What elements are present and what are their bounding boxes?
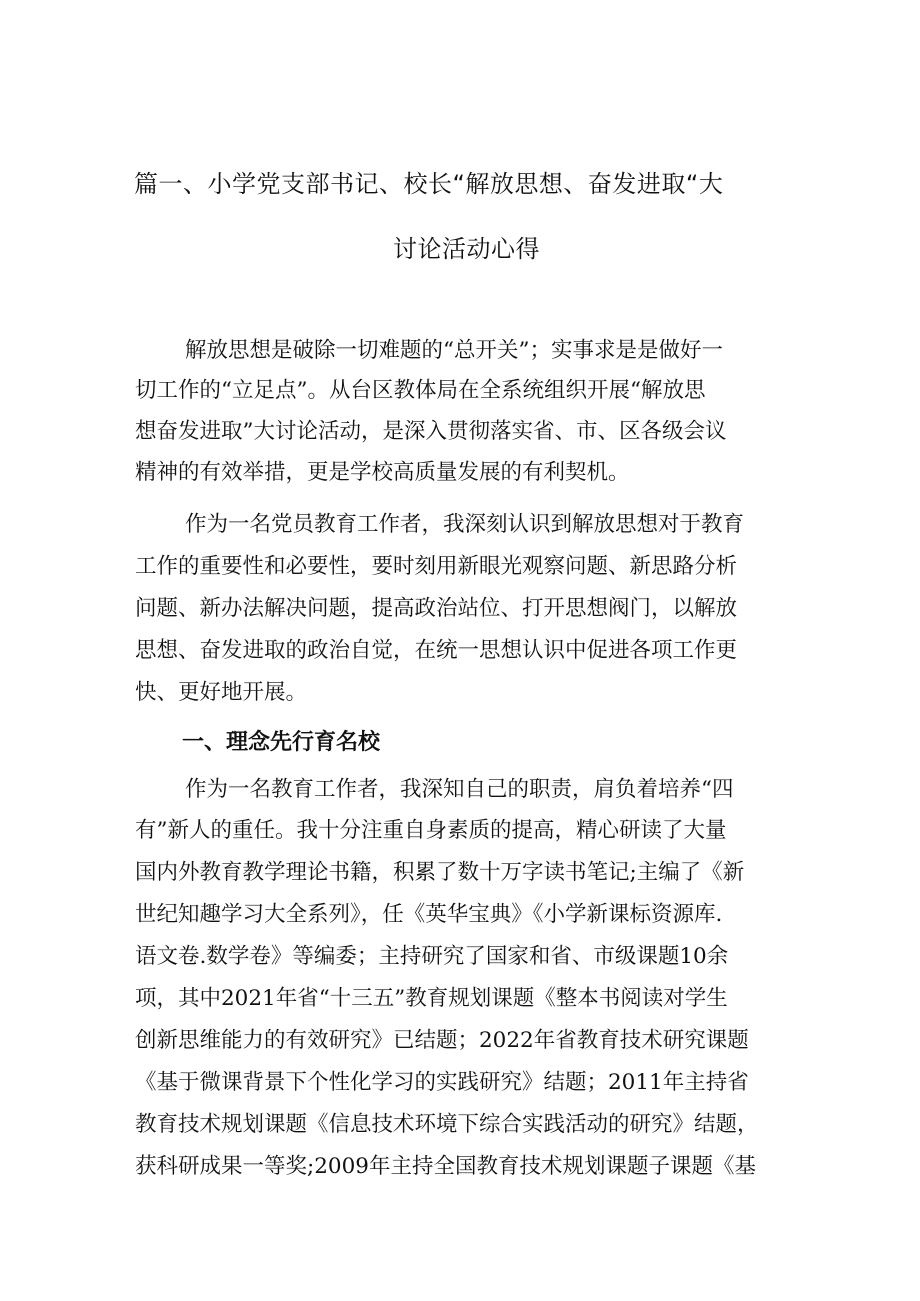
paragraph-line: 世纪知趣学习大全系列》，任《英华宝典》《小学新课标资源库. <box>135 902 723 927</box>
paragraph-line: 创新思维能力的有效研究》已结题；2022年省教育技术研究课题 <box>135 1028 749 1053</box>
paragraph-line: 教育技术规划课题《信息技术环境下综合实践活动的研究》结题， <box>135 1112 759 1137</box>
paragraph-line: 语文卷.数学卷》等编委；主持研究了国家和省、市级课题10余 <box>135 944 729 969</box>
paragraph-line: 想奋发进取”大讨论活动，是深入贯彻落实省、市、区各级会议 <box>135 419 727 444</box>
paragraph-line: 切工作的“立足点”。从台区教体局在全系统组织开展“解放思 <box>135 378 706 403</box>
paragraph-line: 获科研成果一等奖;2009年主持全国教育技术规划课题子课题《基 <box>135 1154 756 1179</box>
paragraph-line: 问题、新办法解决问题，提高政治站位、打开思想阀门，以解放 <box>135 596 738 621</box>
paragraph-line: 国内外教育教学理论书籍，积累了数十万字读书笔记;主编了《新 <box>135 860 745 885</box>
paragraph-line: 解放思想是破除一切难题的“总开关”；实事求是是做好一 <box>185 338 723 363</box>
paragraph-line: 快、更好地开展。 <box>135 680 308 705</box>
paragraph-line: 有”新人的重任。我十分注重自身素质的提高，精心研读了大量 <box>135 818 727 843</box>
paragraph-line: 作为一名教育工作者，我深知自己的职责，肩负着培养“四 <box>185 777 734 802</box>
document-title-line-2: 讨论活动心得 <box>393 235 540 263</box>
paragraph-line: 工作的重要性和必要性，要时刻用新眼光观察问题、新思路分析 <box>135 554 738 579</box>
paragraph-line: 项，其中2021年省“十三五”教育规划课题《整本书阅读对学生 <box>135 986 728 1011</box>
document-title-line-1: 篇一、小学党支部书记、校长“解放思想、奋发进取“大 <box>134 170 724 198</box>
paragraph-line: 思想、奋发进取的政治自觉，在统一思想认识中促进各项工作更 <box>135 638 738 663</box>
paragraph-line: 精神的有效举措，更是学校高质量发展的有利契机。 <box>135 460 630 485</box>
section-heading: 一、理念先行育名校 <box>182 730 381 755</box>
paragraph-line: 《基于微课背景下个性化学习的实践研究》结题；2011年主持省 <box>135 1070 749 1095</box>
paragraph-line: 作为一名党员教育工作者，我深刻认识到解放思想对于教育 <box>185 512 745 537</box>
